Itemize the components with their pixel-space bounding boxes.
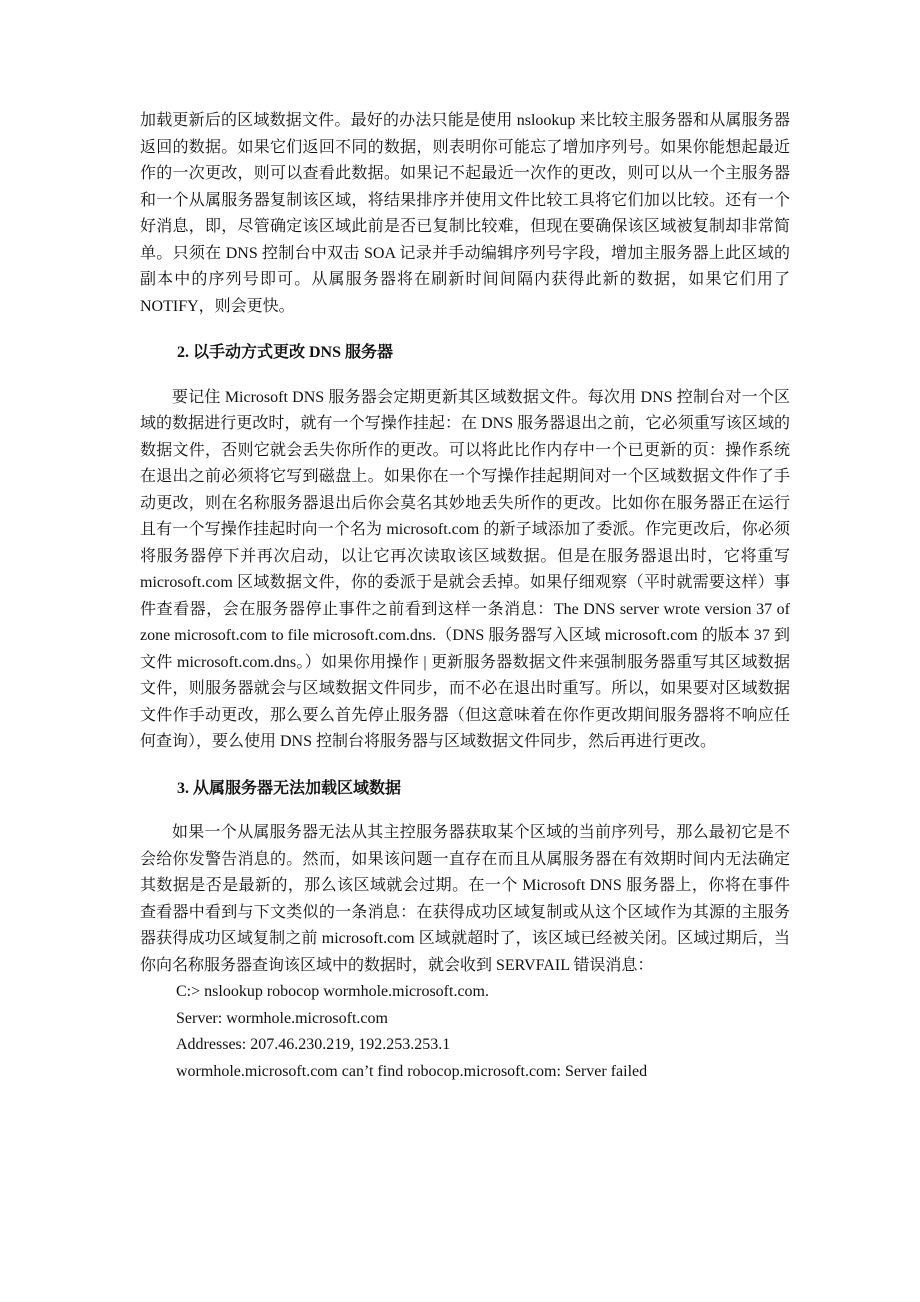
code-line: Addresses: 207.46.230.219, 192.253.253.1	[176, 1036, 451, 1053]
paragraph-slave-load: 如果一个从属服务器无法从其主控服务器获取某个区域的当前序列号，那么最初它是不会给你发警告消息的。然而，如果该问题一直存在而且从属服务器在有效期时间内无法确定其数据是否是最新的，那么该区域就会过期。在一个 Microsoft DNS 服务器上，你将在事件查看器中看到与下文类似的一条消息：在获得成功区域复制或从这个区域作为其源的主服务器获得成功区域复制之前 microsoft.com 区域就超时了，该区域已经被关闭。区域过期后，当你向名称服务器查询该区域中的数据时，就会收到 SERVFAIL 错误消息：	[140, 824, 790, 974]
document-page	[140, 108, 790, 1085]
paragraph-intro: 加载更新后的区域数据文件。最好的办法只能是使用 nslookup 来比较主服务器和从属服务器返回的数据。如果它们返回不同的数据，则表明你可能忘了增加序列号。如果你能想起最近作的一次更改，则可以查看此数据。如果记不起最近一次作的更改，则可以从一个主服务器和一个从属服务器复制该区域，将结果排序并使用文件比较工具将它们加以比较。还有一个好消息，即，尽管确定该区域此前是否已复制比较难，但现在要确保该区域被复制却非常简单。只须在 DNS 控制台中双击 SOA 记录并手动编辑序列号字段，增加主服务器上此区域的副本中的序列号即可。从属服务器将在刷新时间间隔内获得此新的数据，如果它们用了 NOTIFY，则会更快。	[140, 112, 790, 315]
code-line: C:> nslookup robocop wormhole.microsoft.com.	[176, 983, 489, 1000]
code-line: Server: wormhole.microsoft.com	[176, 1009, 388, 1027]
section-heading-3: 3. 从属服务器无法加载区域数据	[177, 779, 402, 797]
paragraph-manual-change: 要记住 Microsoft DNS 服务器会定期更新其区域数据文件。每次用 DNS 控制台对一个区域的数据进行更改时，就有一个写操作挂起：在 DNS 服务器退出之前，它必须重写该区域的数据文件，否则它就会丢失你所作的更改。可以将此比作内存中一个已更新的页：操作系统在退出之前必须将它写到磁盘上。如果你在一个写操作挂起期间对一个区域数据文件作了手动更改，则在名称服务器退出后你会莫名其妙地丢失所作的更改。比如你在服务器正在运行且有一个写操作挂起时向一个名为 microsoft.com 的新子域添加了委派。作完更改后，你必须将服务器停下并再次启动，以让它再次读取该区域数据。但是在服务器退出时，它将重写 microsoft.com 区域数据文件，你的委派于是就会丢掉。如果仔细观察（平时就需要这样）事件查看器，会在服务器停止事件之前看到这样一条消息：The DNS server wrote version 37 of zone microsoft.com to file microsoft.com.dns.（DNS 服务器写入区域 microsoft.com 的版本 37 到文件 microsoft.com.dns。）如果你用操作 | 更新服务器数据文件来强制服务器重写其区域数据文件，则服务器就会与区域数据文件同步，而不必在退出时重写。所以，如果要对区域数据文件作手动更改，那么要么首先停止服务器（但这意味着在你作更改期间服务器将不响应任何查询），要么使用 DNS 控制台将服务器与区域数据文件同步，然后再进行更改。	[140, 388, 790, 750]
code-block	[140, 979, 790, 1085]
code-line: wormhole.microsoft.com can’t find robocop.microsoft.com: Server failed	[176, 1062, 648, 1080]
section-heading-2: 2. 以手动方式更改 DNS 服务器	[177, 344, 394, 361]
